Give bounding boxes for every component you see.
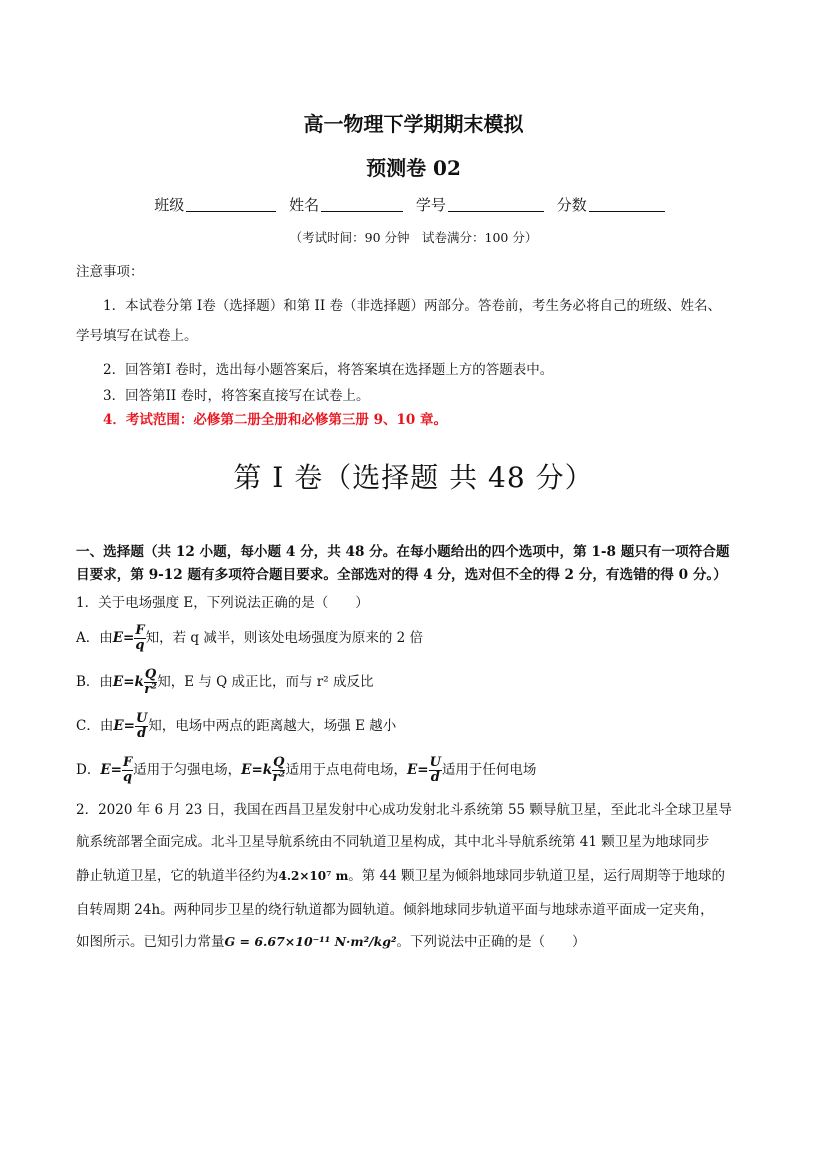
fraction-den: r² <box>144 682 157 697</box>
section-title: 第 I 卷（选择题 共 48 分） <box>233 461 594 494</box>
fraction-f-over-q <box>134 624 145 653</box>
fraction-num: F <box>135 623 145 638</box>
formula-eq: = <box>110 762 122 778</box>
formula-e: E <box>100 762 111 778</box>
fraction-q-over-r2 <box>272 756 285 785</box>
option-d-text-1: 适用于匀强电场， <box>133 762 242 778</box>
q2-line-4: 自转周期 24h。两种同步卫星的绕行轨道都为圆轨道。倾斜地球同步轨道平面与地球赤道平面成一定夹角， <box>76 902 714 918</box>
formula-eq: = <box>123 630 135 646</box>
q2-line-2: 航系统部署全面完成。北斗卫星导航系统由不同轨道卫星构成，其中北斗导航系统第 41 颗卫星为地球同步 <box>76 834 710 850</box>
note-item-1: 1．本试卷分第 I卷（选择题）和第 II 卷（非选择题）两部分。答卷前，考生务必将自己的班级、姓名、 <box>103 298 721 314</box>
q2-line-1: 2．2020 年 6 月 23 日，我国在西昌卫星发射中心成功发射北斗系统第 55 颗导航卫星，至此北斗全球卫星导 <box>76 802 732 818</box>
q2-line-3 <box>76 866 725 886</box>
option-b-text: 知，E 与 Q 成正比，而与 r² 成反比 <box>157 674 374 690</box>
part1-instructions-cont: 目要求，第 9-12 题有多项符合题目要求。全部选对的得 4 分，选对但不全的得 2 分，有选错的得 0 分。） <box>76 567 727 583</box>
exam-meta: （考试时间：90 分钟 试卷满分：100 分） <box>289 230 538 245</box>
fraction-den: d <box>137 726 147 741</box>
fraction-q-over-r2 <box>144 668 157 697</box>
q2-line-3-text: 静止轨道卫星，它的轨道半径约为 <box>76 868 279 884</box>
fraction-num: Q <box>144 667 157 682</box>
formula-e: E <box>241 762 252 778</box>
option-a-label: A．由 <box>76 630 113 646</box>
class-blank <box>186 197 276 212</box>
orbit-radius: 4.2×10⁷ m <box>278 869 349 883</box>
formula-eq: = <box>417 762 429 778</box>
exam-subtitle: 预测卷 02 <box>366 156 461 180</box>
formula-e: E <box>406 762 418 778</box>
class-label: 班级 <box>154 196 185 214</box>
option-d-text-3: 适用于任何电场 <box>441 762 537 778</box>
q1-option-d[interactable] <box>76 752 536 788</box>
formula-e: E <box>112 674 124 690</box>
q2-line-5-text: 如图所示。已知引力常量 <box>76 934 225 950</box>
fraction-den: q <box>123 770 133 785</box>
option-d-text-2: 适用于点电荷电场， <box>285 762 407 778</box>
q2-line-5-text-cont: 。下列说法中正确的是（ ） <box>396 934 586 950</box>
note-item-3: 3．回答第II 卷时，将答案直接写在试卷上。 <box>103 388 370 404</box>
student-info-row <box>0 194 827 215</box>
fraction-f-over-q <box>122 756 133 785</box>
q2-line-5 <box>76 932 586 952</box>
name-blank <box>321 197 403 212</box>
score-blank <box>589 197 665 212</box>
fraction-num: Q <box>273 755 285 770</box>
q1-option-b[interactable] <box>76 664 373 700</box>
q1-option-c[interactable] <box>76 708 396 744</box>
part1-instructions: 一、选择题（共 12 小题，每小题 4 分，共 48 分。在每小题给出的四个选项中，第 1-8 题只有一项符合题 <box>76 544 730 560</box>
id-blank <box>448 197 544 212</box>
exam-title: 高一物理下学期期末模拟 <box>303 112 524 136</box>
fraction-den: d <box>430 770 440 785</box>
formula-k: k <box>262 762 273 778</box>
option-a-text: 知，若 q 减半，则该处电场强度为原来的 2 倍 <box>145 630 423 646</box>
id-label: 学号 <box>415 196 446 214</box>
q1-stem: 1．关于电场强度 E，下列说法正确的是（ ） <box>76 595 369 611</box>
option-d-label: D． <box>76 762 101 778</box>
q1-option-a[interactable] <box>76 620 423 656</box>
option-b-label: B．由 <box>76 674 113 690</box>
option-c-text: 知，电场中两点的距离越大，场强 E 越小 <box>148 718 397 734</box>
notes-heading: 注意事项： <box>76 264 144 280</box>
fraction-den: r² <box>272 770 286 785</box>
formula-eq: = <box>123 718 135 734</box>
fraction-den: q <box>135 638 145 653</box>
fraction-num: F <box>122 755 133 770</box>
fraction-num: U <box>429 755 441 770</box>
note-item-4: 4．考试范围：必修第二册全册和必修第三册 9、10 章。 <box>103 412 447 428</box>
formula-eq: = <box>251 762 263 778</box>
formula-e: E <box>113 718 124 734</box>
gravitational-constant: G = 6.67×10⁻¹¹ N·m²/kg² <box>224 934 397 949</box>
note-item-2: 2．回答第I 卷时，选出每小题答案后，将答案填在选择题上方的答题表中。 <box>103 362 554 378</box>
formula-eq: = <box>123 674 135 690</box>
fraction-u-over-d <box>429 756 442 785</box>
option-c-label: C．由 <box>76 718 114 734</box>
fraction-num: U <box>135 711 148 726</box>
fraction-u-over-d <box>135 712 148 741</box>
name-label: 姓名 <box>289 196 320 214</box>
formula-e: E <box>112 630 124 646</box>
score-label: 分数 <box>556 196 587 214</box>
note-item-1-cont: 学号填写在试卷上。 <box>76 328 198 344</box>
q2-line-3-text-cont: 。第 44 颗卫星为倾斜地球同步轨道卫星，运行周期等于地球的 <box>348 868 726 884</box>
formula-k: k <box>134 674 144 690</box>
